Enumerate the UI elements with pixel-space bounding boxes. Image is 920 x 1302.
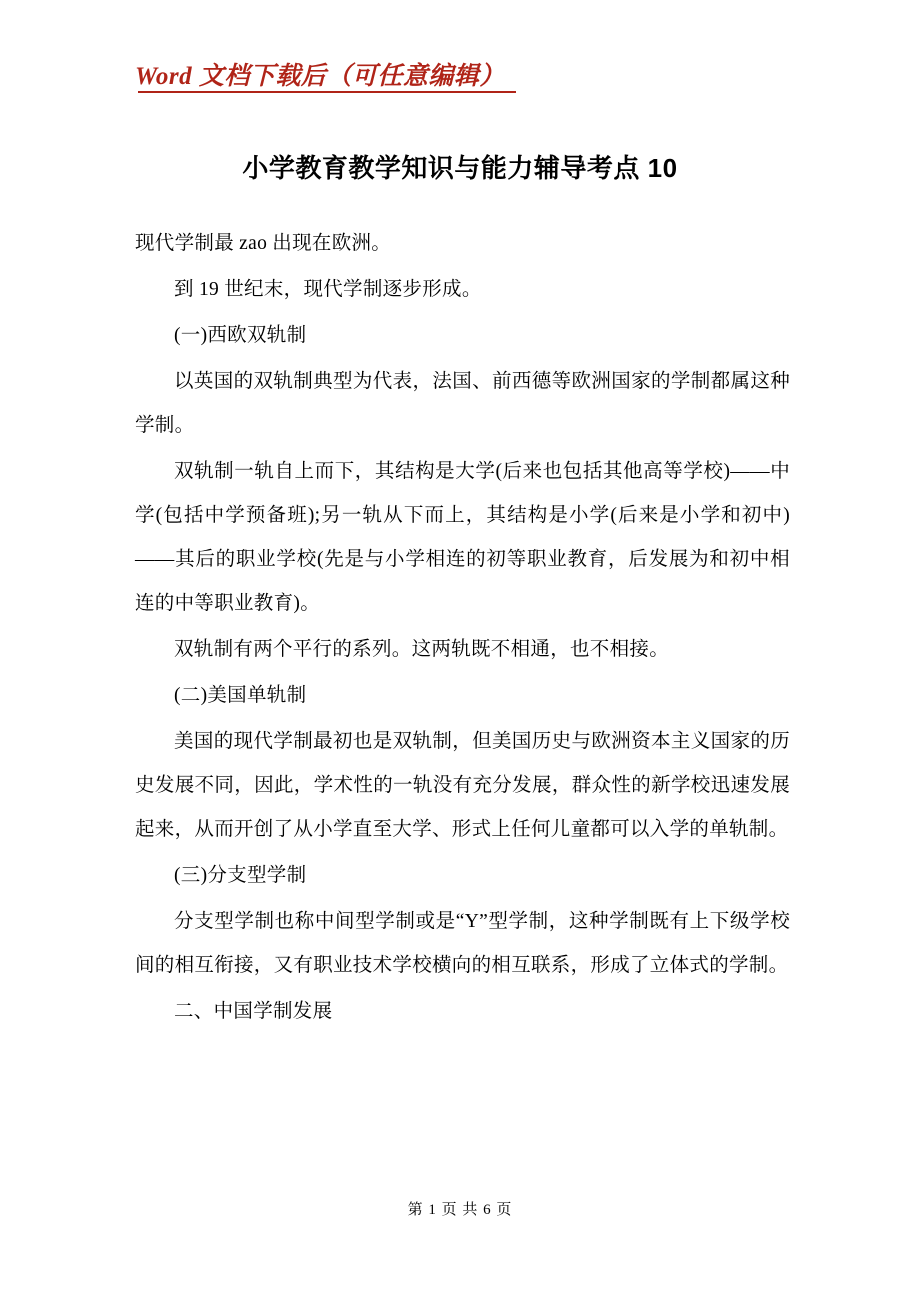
document-body xyxy=(135,222,790,1036)
paragraph-11: 二、中国学制发展 xyxy=(174,1001,333,1022)
paragraph-9: (三)分支型学制 xyxy=(174,865,307,886)
page-title: 小学教育教学知识与能力辅导考点 10 xyxy=(242,153,678,183)
watermark-underline xyxy=(138,91,516,93)
paragraph-3: (一)西欧双轨制 xyxy=(174,325,307,346)
paragraph-5: 双轨制一轨自上而下，其结构是大学(后来也包括其他高等学校)——中学(包括中学预备班);另一轨从下而上，其结构是小学(后来是小学和初中)——其后的职业学校(先是与小学相连的初等职业教育，后发展为和初中相连的中等职业教育)。 xyxy=(135,461,790,614)
paragraph-1: 现代学制最 zao 出现在欧洲。 xyxy=(135,233,392,254)
page-footer: 第 1 页 共 6 页 xyxy=(407,1202,513,1218)
paragraph-6: 双轨制有两个平行的系列。这两轨既不相通，也不相接。 xyxy=(174,639,670,660)
paragraph-10: 分支型学制也称中间型学制或是“Y”型学制，这种学制既有上下级学校间的相互衔接，又有职业技术学校横向的相互联系，形成了立体式的学制。 xyxy=(135,911,790,976)
watermark-text: Word 文档下载后（可任意编辑） xyxy=(135,63,505,90)
paragraph-8: 美国的现代学制最初也是双轨制，但美国历史与欧洲资本主义国家的历史发展不同，因此，学术性的一轨没有充分发展，群众性的新学校迅速发展起来，从而开创了从小学直至大学、形式上任何儿童都可以入学的单轨制。 xyxy=(135,731,790,840)
paragraph-7: (二)美国单轨制 xyxy=(174,685,307,706)
paragraph-4: 以英国的双轨制典型为代表，法国、前西德等欧洲国家的学制都属这种学制。 xyxy=(135,371,790,436)
paragraph-2: 到 19 世纪末，现代学制逐步形成。 xyxy=(174,279,482,300)
